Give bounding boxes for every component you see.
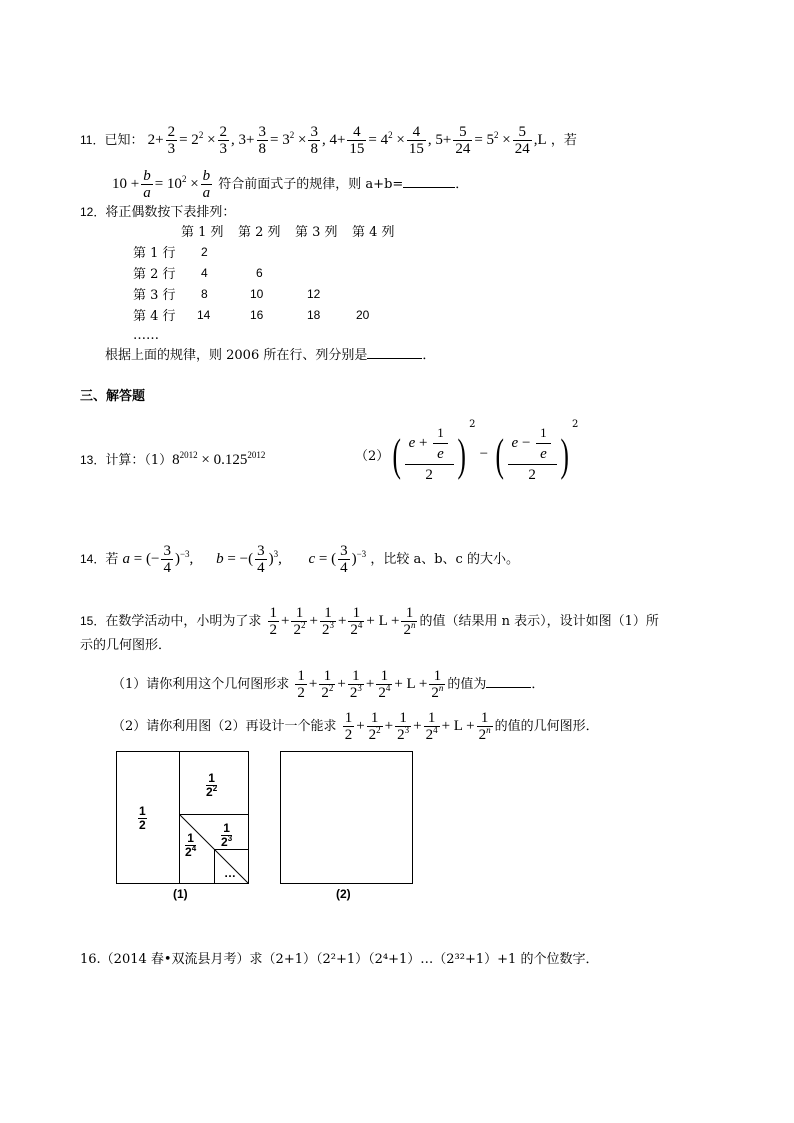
row-label: 第 1 行 [133,246,176,261]
q15-line1 [80,605,659,638]
fig1-label-half: 1 2 [139,804,146,832]
column-header: 第 2 列 [238,225,281,240]
q14-number: 14． [80,552,106,566]
q11-number: 11． [80,133,105,147]
q12-end: ． [422,348,436,363]
row-label: 第 2 行 [133,267,176,282]
q12-question [105,346,435,366]
column-header: 第 4 列 [352,225,395,240]
q13-expr2: ( e + $\frac{1}{e}$ 2 )$^2$ − ( e − $\frac{1}{e}$ 2 )$^2$ [392,419,579,483]
q15-sub1: （1）请你利用这个几何图形求 $\frac{1}{2}$ + $\frac{1}{2^2}$ + $\frac{1}{2^3}$ + $\frac{1}{2^4}$ + L + $\frac{1}{2^n}$ 的值为 ． [112,668,545,701]
fig1-label-sixteenth: 1 $2^4$ [185,831,197,859]
table-cell: 12 [307,286,321,301]
figure-2 [280,751,414,885]
figure-1 [116,751,250,885]
q15-sub2 [112,710,599,743]
q15-series2: $\frac{1}{2}$ + $\frac{1}{2^2}$ + $\frac{1}{2^3}$ + $\frac{1}{2^4}$ + L + $\frac{1}{2^n}$ [297,668,444,701]
q11-formula2: 10 + $\frac{b}{a}$ = $10^2$ × $\frac{b}{a}$ [112,168,211,201]
table-cell: 4 [201,265,208,280]
q13-part2-label: （2） [355,449,390,464]
q13-expr1: $8^{2012} \times 0.125^{2012}$ [172,450,266,468]
table-cell: 2 [201,244,208,259]
section-title: 三、解答题 [80,389,146,404]
table-header-row [133,220,409,241]
fig1-caption: (1) [173,887,188,901]
q15-sub2-text: （2）请你利用图（2）再设计一个能求 [112,719,337,734]
q16-line: 16.（2014 春•双流县月考）求（2+1）（2²+1）（2⁴+1）…（2³²+1）+1 的个位数字． [80,952,599,967]
column-header: 第 1 列 [181,225,224,240]
q11-tail: ，若 [550,133,577,148]
table-cell: 16 [250,307,264,322]
table-cell: 6 [256,265,263,280]
q11-line2-text: 符合前面式子的规律，则 a+b= [218,177,404,192]
fig1-dots: … [224,866,236,880]
table-cell: 14 [197,307,211,322]
q13-number: 13． [80,453,106,467]
q15-text1b: 的值（结果用 n 表示），设计如图（1）所 [419,614,659,629]
table-row [133,325,409,346]
q11-formula: 2+ $\frac{2}{3}$ = $2^2$ × $\frac{2}{3}$ , 3+ $\frac{3}{8}$ = $3^2$ × $\frac{3}{8}$ , 4+ $\frac{4}{15}$ = $4^2$ × $\frac{4}{15}$ , 5+ $\frac{5}{24}$ = $5^2$ × $\frac{5}{24}$ ,L [147,124,547,157]
ellipsis: …… [133,328,159,343]
table-row [133,304,409,325]
fig2-caption: (2) [336,887,351,901]
q12-question-text: 根据上面的规律，则 2006 所在行、列分别是 [105,348,368,363]
q15-sub1-text: （1）请你利用这个几何图形求 [112,677,290,692]
table-cell: 18 [307,307,321,322]
q11-answer-blank[interactable] [403,175,455,188]
q15-sub2-tail: 的值的几何图形． [494,719,599,734]
q14-formula: a = (− $\frac{3}{4}$ )$^{-3}$, b = −( $\frac{3}{4}$ )$^3$, c = ( $\frac{3}{4}$ )$^{-3}$ [122,543,367,576]
table-cell: 10 [250,286,264,301]
q12-number: 12． [80,205,106,219]
q14-lead: 若 [105,552,119,567]
q15-number: 15． [80,614,106,628]
fig2-empty-square [281,752,413,884]
q15-answer-blank[interactable] [486,675,531,688]
q14-tail: ，比较 a、b、c 的大小。 [370,552,519,567]
q11-known-label: 已知： [104,133,144,148]
q13-part1 [80,450,265,471]
q14-line [80,543,519,576]
table-row [133,241,409,262]
q12-answer-blank[interactable] [367,346,422,359]
table-row [133,283,409,304]
q11-line1 [80,124,577,157]
table-row [133,262,409,283]
q11-end: ． [455,177,469,192]
table-cell: 20 [356,307,370,322]
fig1-label-quarter: 1 $2^2$ [206,771,218,799]
q12-table [133,220,409,346]
q11-line2 [112,168,468,201]
column-header: 第 3 列 [295,225,338,240]
q15-sub1-tail: 的值为 [447,677,487,692]
q13-text: 计算：（1） [105,453,173,468]
row-label: 第 3 行 [133,288,176,303]
q15-line2: 示的几何图形． [80,638,172,653]
q15-series1: $\frac{1}{2}$ + $\frac{1}{2^2}$ + $\frac{1}{2^3}$ + $\frac{1}{2^4}$ + L + $\frac{1}{2^n}$ [269,605,416,638]
q15-text1: 在数学活动中，小明为了求 [105,614,262,629]
fig1-label-eighth: 1 $2^3$ [221,821,233,849]
q12-text: 将正偶数按下表排列： [105,205,236,220]
q13-part2 [355,419,579,484]
q15-series3: $\frac{1}{2}$ + $\frac{1}{2^2}$ + $\frac{1}{2^3}$ + $\frac{1}{2^4}$ + L + $\frac{1}{2^n}$ [344,710,491,743]
table-cell: 8 [201,286,208,301]
row-label: 第 4 行 [133,309,176,324]
